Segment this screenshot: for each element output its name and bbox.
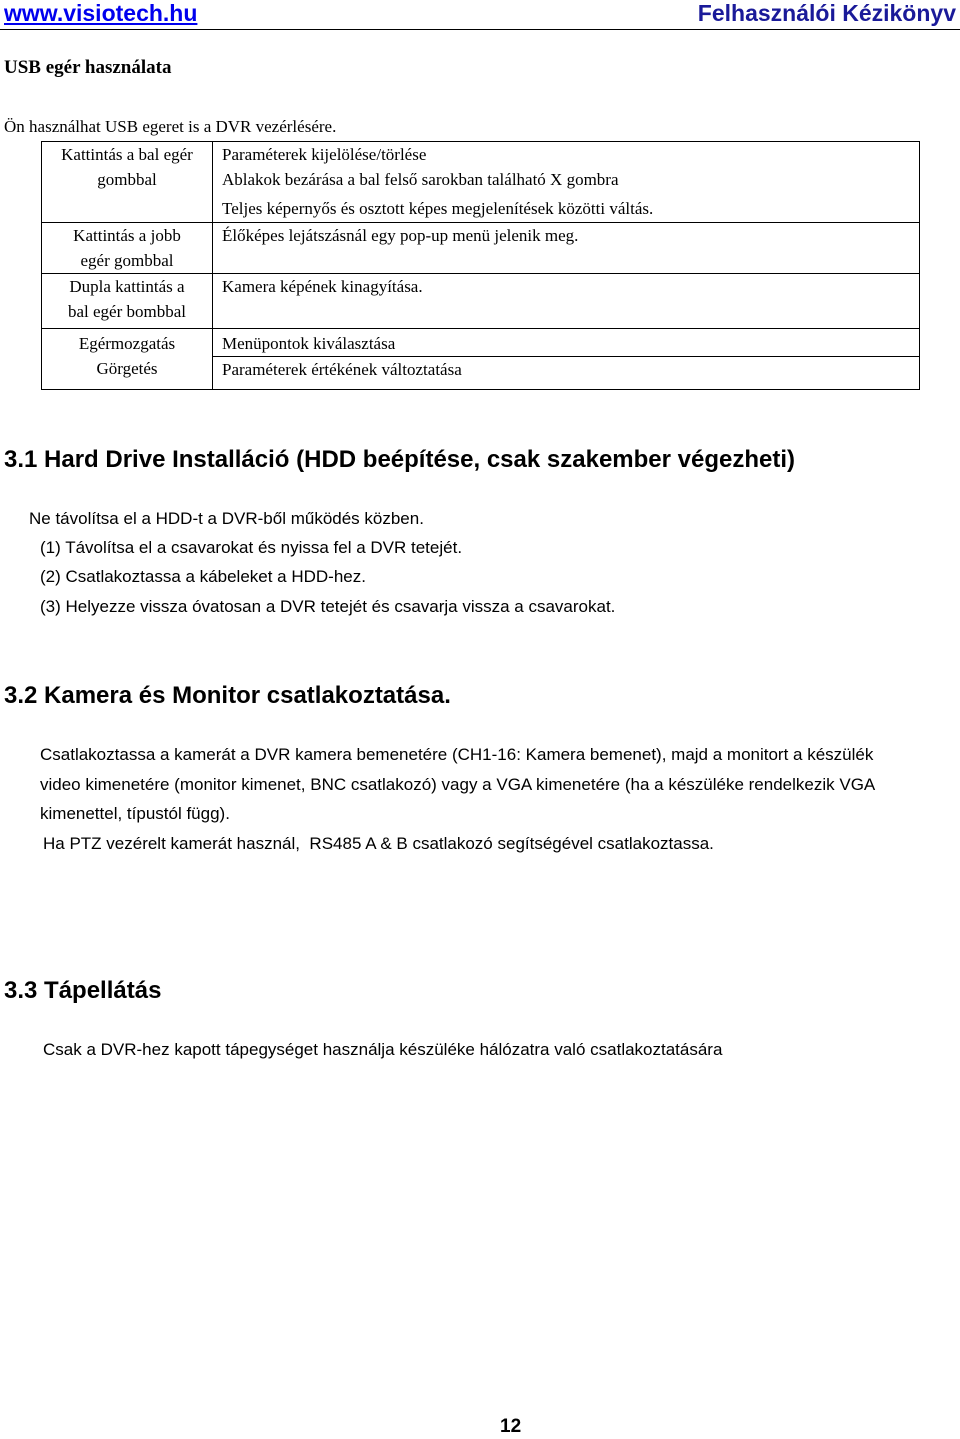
- function-cell: [213, 274, 920, 329]
- function-text: Teljes képernyős és osztott képes megjelenítések közötti váltás.: [222, 199, 654, 218]
- action-text: Dupla kattintás a: [69, 277, 185, 296]
- table-row: [42, 223, 920, 274]
- ptz-paragraph: Ha PTZ vezérelt kamerát használ, RS485 A & B csatlakozó segítségével csatlakoztassa.: [43, 834, 714, 853]
- document-title: Felhasználói Kézikönyv: [697, 0, 956, 26]
- action-text: Kattintás a jobb: [73, 226, 181, 245]
- function-text: Kamera képének kinagyítása.: [222, 277, 423, 296]
- table-row: [42, 329, 920, 357]
- action-text: egér gombbal: [80, 251, 174, 270]
- camera-paragraph-line: video kimenetére (monitor kimenet, BNC csatlakozó) vagy a VGA kimenetére (ha a készüléke rendelkezik VGA: [40, 775, 876, 794]
- hdd-step: (2) Csatlakoztassa a kábeleket a HDD-hez.: [40, 567, 366, 586]
- power-text: Csak a DVR-hez kapott tápegységet használja készüléke hálózatra való csatlakoztatására: [43, 1040, 723, 1059]
- action-text: Kattintás a bal egér: [61, 145, 193, 164]
- function-text: Ablakok bezárása a bal felső sarokban található X gombra: [222, 170, 619, 189]
- table-row: [42, 142, 920, 223]
- function-cell: [213, 329, 920, 357]
- function-text: Paraméterek értékének változtatása: [222, 360, 462, 379]
- page-number: 12: [500, 1416, 522, 1437]
- hdd-step: (3) Helyezze vissza óvatosan a DVR tetejét és csavarja vissza a csavarokat.: [40, 597, 616, 616]
- action-text: bal egér bombbal: [67, 302, 186, 321]
- function-cell: [213, 223, 920, 274]
- hdd-step: (1) Távolítsa el a csavarokat és nyissa fel a DVR tetejét.: [40, 538, 463, 557]
- mouse-actions-table: [41, 141, 920, 390]
- action-cell: [42, 274, 213, 329]
- action-text: Görgetés: [96, 359, 158, 378]
- action-text: Egérmozgatás: [78, 334, 176, 353]
- camera-section-title: 3.2 Kamera és Monitor csatlakoztatása.: [4, 682, 451, 709]
- table-row: [42, 274, 920, 329]
- function-text: Menüpontok kiválasztása: [222, 334, 396, 353]
- usb-section-title: USB egér használata: [4, 57, 172, 78]
- hdd-warning-text: Ne távolítsa el a HDD-t a DVR-ből működés közben.: [29, 509, 424, 528]
- site-link[interactable]: www.visiotech.hu: [4, 0, 198, 26]
- hdd-section-title: 3.1 Hard Drive Installáció (HDD beépítése, csak szakember végezheti): [4, 446, 796, 473]
- function-cell: [213, 357, 920, 390]
- action-cell: [42, 329, 213, 390]
- function-text: Paraméterek kijelölése/törlése: [222, 145, 427, 164]
- function-cell: [213, 142, 920, 223]
- power-section-title: 3.3 Tápellátás: [4, 977, 162, 1004]
- header-rule: [0, 29, 960, 30]
- action-cell: [42, 223, 213, 274]
- usb-intro-text: Ön használhat USB egeret is a DVR vezérlésére.: [4, 117, 337, 136]
- action-text: gombbal: [97, 170, 157, 189]
- camera-paragraph-line: kimenettel, típustól függ).: [40, 804, 230, 823]
- camera-paragraph-line: Csatlakoztassa a kamerát a DVR kamera bemenetére (CH1-16: Kamera bemenet), majd a monitort a készülék: [40, 745, 874, 764]
- action-cell: [42, 142, 213, 223]
- function-text: Élőképes lejátszásnál egy pop-up menü jelenik meg.: [222, 226, 579, 245]
